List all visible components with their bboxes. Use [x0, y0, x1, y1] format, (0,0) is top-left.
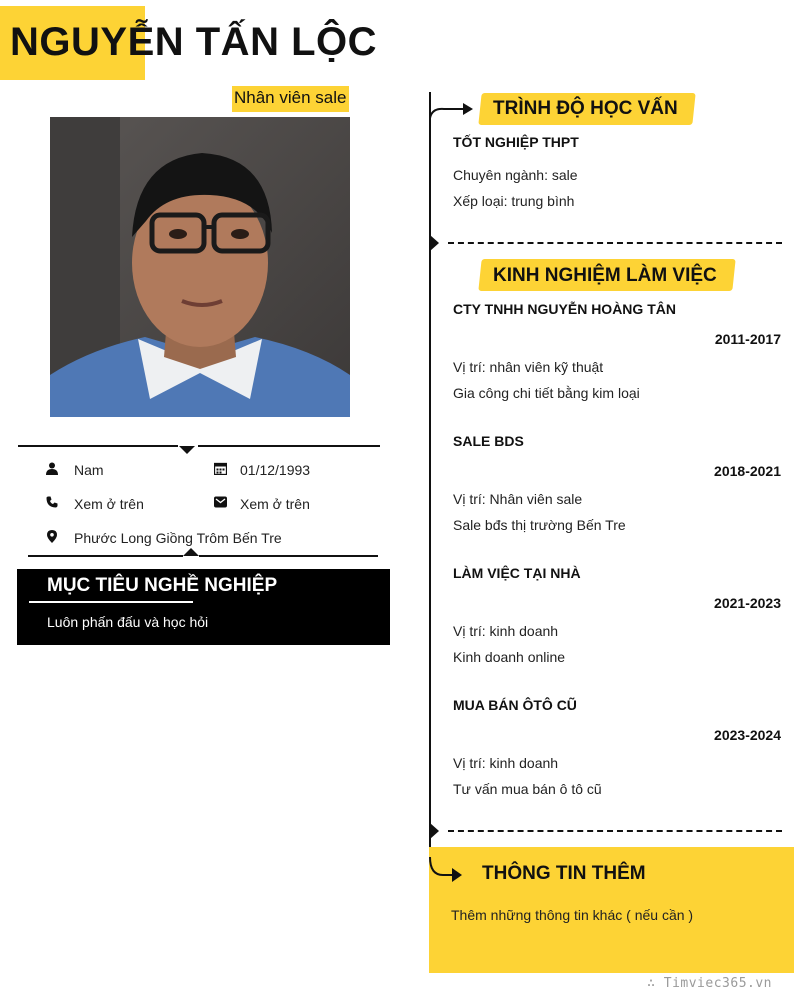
watermark-text: Timviec365.vn	[663, 976, 772, 991]
gender-value: Nam	[74, 462, 104, 478]
info-top-rule	[18, 445, 178, 447]
objective-title: MỤC TIÊU NGHỀ NGHIỆP	[47, 575, 278, 596]
job-company: SALE BDS	[453, 433, 524, 449]
job-company: LÀM VIỆC TẠI NHÀ	[453, 565, 581, 581]
arrow-right-icon	[429, 857, 463, 887]
watermark: ∴ Timviec365.vn	[647, 976, 772, 991]
phone-value: Xem ở trên	[74, 496, 144, 512]
email-value: Xem ở trên	[240, 496, 310, 512]
timeline-marker-2	[430, 823, 439, 839]
calendar-icon	[213, 461, 227, 475]
job-position: Vị trí: Nhân viên sale	[453, 491, 583, 507]
additional-info-text: Thêm những thông tin khác ( nếu cần )	[451, 907, 694, 923]
job-years: 2011-2017	[714, 331, 781, 347]
job-company: MUA BÁN ÔTÔ CŨ	[453, 697, 577, 713]
job-years: 2021-2023	[714, 595, 781, 611]
envelope-icon	[213, 495, 227, 509]
timeline-line	[429, 92, 431, 852]
user-icon	[45, 461, 59, 475]
job-title: Nhân viên sale	[232, 86, 349, 112]
job-description: Kinh doanh online	[453, 649, 566, 665]
additional-info-section	[429, 847, 794, 973]
education-rank: Xếp loại: trung bình	[453, 193, 575, 209]
objective-text: Luôn phấn đấu và học hỏi	[47, 614, 209, 630]
education-degree: TỐT NGHIỆP THPT	[453, 134, 579, 150]
arrow-right-icon	[430, 100, 474, 122]
job-company: CTY TNHH NGUYỄN HOÀNG TÂN	[453, 301, 676, 317]
timeline-marker-1	[430, 235, 439, 251]
info-bottom-rule-right	[199, 555, 378, 557]
experience-heading: KINH NGHIỆM LÀM VIỆC	[493, 265, 717, 286]
job-years: 2023-2024	[714, 727, 781, 743]
section-divider	[448, 830, 782, 832]
objective-underline	[29, 601, 193, 603]
additional-info-heading: THÔNG TIN THÊM	[482, 863, 646, 884]
education-heading: TRÌNH ĐỘ HỌC VẤN	[493, 98, 678, 119]
map-marker-icon	[45, 529, 59, 543]
job-description: Gia công chi tiết bằng kim loại	[453, 385, 640, 401]
job-description: Tư vấn mua bán ô tô cũ	[453, 781, 602, 797]
career-objective-section	[17, 569, 390, 645]
info-bottom-rule	[28, 555, 183, 557]
avatar	[50, 117, 350, 417]
candidate-name: NGUYỄN TẤN LỘC	[10, 20, 377, 64]
education-major: Chuyên ngành: sale	[453, 167, 578, 183]
info-top-pointer	[179, 446, 195, 454]
info-top-rule-right	[198, 445, 380, 447]
job-description: Sale bđs thị trường Bến Tre	[453, 517, 626, 533]
job-position: Vị trí: nhân viên kỹ thuật	[453, 359, 604, 375]
birthdate-value: 01/12/1993	[240, 462, 311, 478]
job-position: Vị trí: kinh doanh	[453, 755, 559, 771]
profile-photo	[50, 117, 350, 417]
phone-icon	[45, 495, 59, 509]
info-bottom-pointer	[183, 548, 199, 556]
job-years: 2018-2021	[714, 463, 781, 479]
section-divider	[448, 242, 782, 244]
job-position: Vị trí: kinh doanh	[453, 623, 559, 639]
address-value: Phước Long Giồng Trôm Bến Tre	[74, 530, 282, 546]
